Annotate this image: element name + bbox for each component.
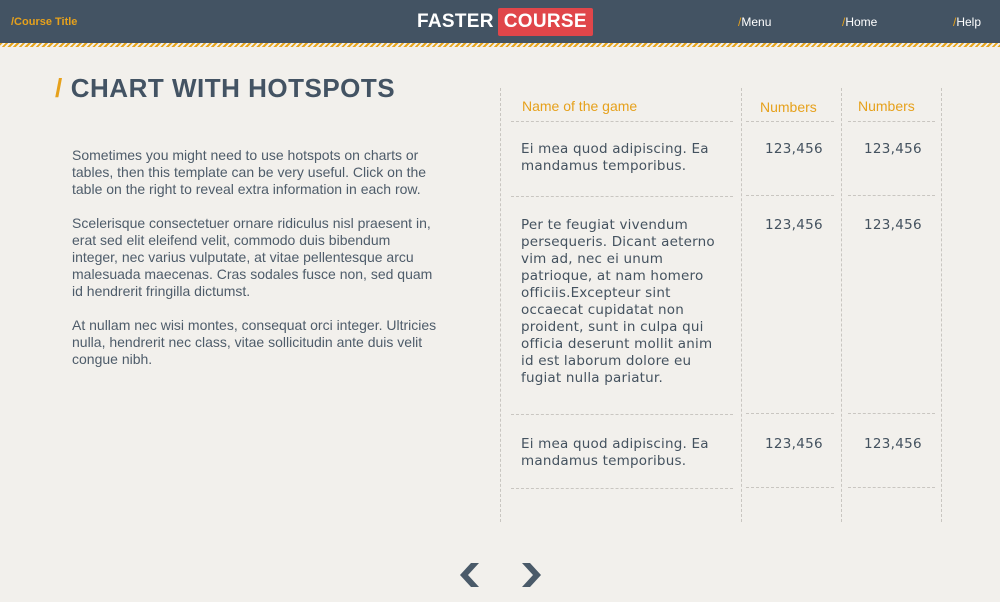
column-header-numbers: Numbers (858, 98, 915, 114)
row-separator (511, 414, 733, 415)
table-divider (500, 88, 501, 522)
nav-menu-link[interactable]: /Menu (738, 15, 772, 29)
table-cell-number: 123,456 (765, 436, 823, 452)
page-title (55, 73, 395, 104)
nav-home-link[interactable]: /Home (842, 15, 878, 29)
intro-text (72, 147, 437, 385)
chevron-left-icon (458, 560, 484, 590)
chevron-right-icon (517, 560, 543, 590)
title-slash: / (55, 73, 63, 103)
table-cell-number: 123,456 (864, 217, 922, 233)
row-separator (848, 121, 935, 122)
page-title-text: CHART WITH HOTSPOTS (70, 73, 396, 103)
table-cell-name: Ei mea quod adipiscing. Ea mandamus temporibus. (521, 436, 709, 469)
hotspot-table (500, 88, 942, 522)
row-separator (848, 195, 935, 196)
column-header-name: Name of the game (522, 98, 638, 114)
logo-text-faster: FASTER (417, 11, 494, 32)
previous-button[interactable] (458, 560, 484, 590)
table-divider (941, 88, 942, 522)
table-cell-number: 123,456 (765, 141, 823, 157)
intro-paragraph: Scelerisque consectetuer ornare ridiculus nisl praesent in, erat sed elit eleifend velit, commodo duis bibendum integer, nec varius vulputate, at vitae pellentesque arcu malesuada maecenas. Cras sodales fusce non, sed quam id hendrerit fringilla dictumst. (72, 215, 433, 299)
course-title: /Course Title (11, 16, 78, 28)
nav-help-label: Help (956, 15, 982, 29)
faster-course-logo (417, 8, 593, 36)
row-separator (746, 487, 834, 488)
nav-home-label: Home (845, 15, 878, 29)
row-separator (746, 195, 834, 196)
row-separator (746, 413, 834, 414)
nav-menu-label: Menu (741, 15, 772, 29)
intro-paragraph: At nullam nec wisi montes, consequat orci integer. Ultricies nulla, hendrerit nec class, vitae sollicitudin ante duis velit congue nibh. (72, 317, 437, 367)
table-cell-name: Ei mea quod adipiscing. Ea mandamus temporibus. (521, 141, 709, 174)
top-bar (0, 0, 1000, 43)
nav-help-link[interactable]: /Help (953, 15, 982, 29)
row-separator (511, 488, 733, 489)
row-separator (746, 121, 834, 122)
row-separator (511, 121, 733, 122)
row-separator (848, 413, 935, 414)
table-cell-number: 123,456 (765, 217, 823, 233)
table-cell-name: Per te feugiat vivendum persequeris. Dicant aeterno vim ad, nec ei unum patrioque, at nam homero officiis.Excepteur sint occaecat cupidatat non proident, sunt in culpa qui officia deserunt mollit anim id est laborum dolore eu fugiat nulla pariatur. (521, 217, 715, 386)
header-divider-stripe (0, 43, 1000, 47)
row-separator (848, 487, 935, 488)
column-header-numbers: Numbers (760, 99, 817, 115)
logo-text-course: COURSE (498, 8, 593, 36)
intro-paragraph: Sometimes you might need to use hotspots on charts or tables, then this template can be very useful. Click on the table on the right to reveal extra information in each row. (72, 147, 427, 197)
next-button[interactable] (517, 560, 543, 590)
table-cell-number: 123,456 (864, 436, 922, 452)
row-separator (511, 196, 733, 197)
table-cell-number: 123,456 (864, 141, 922, 157)
